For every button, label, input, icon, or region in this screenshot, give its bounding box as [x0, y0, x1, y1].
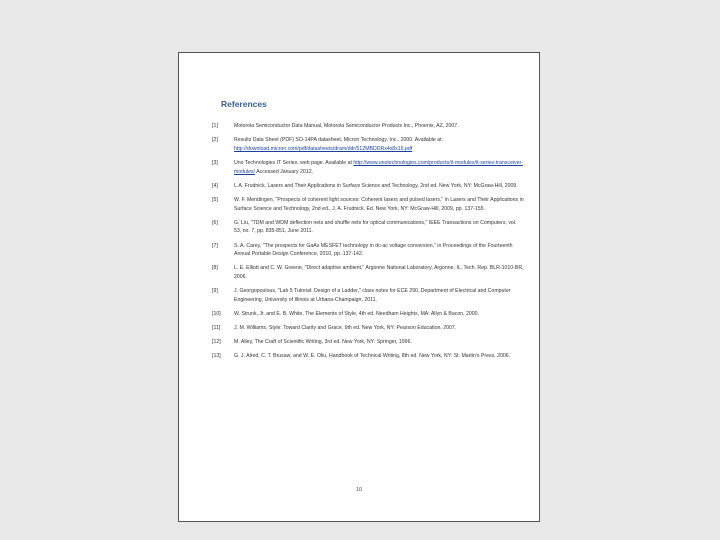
reference-number: [6] [212, 219, 218, 226]
reference-item [212, 264, 524, 281]
reference-item [212, 310, 524, 319]
reference-item [212, 287, 524, 304]
reference-item [212, 324, 524, 333]
reference-number: [3] [212, 159, 218, 166]
reference-text [234, 136, 524, 153]
document-page [178, 52, 540, 522]
reference-item [212, 122, 524, 131]
reference-link[interactable]: http://download.micron.com/pdf/datasheets/dram/ddr/512MBDDRx4x8x16.pdf [234, 145, 413, 152]
reference-item [212, 159, 524, 176]
reference-number: [11] [212, 325, 221, 332]
reference-item [212, 196, 524, 213]
reference-text: G. J. Alred, C. T. Brusaw, and W. E. Oliu, Handbook of Technical Writing, 8th ed. New York, NY: St. Martin's Press, 2006. [234, 353, 511, 360]
reference-text: L.A. Frudnick, Lasers and Their Applications in Surface Science and Technology, 2nd ed. New York, NY: McGraw-Hill, 2009. [234, 182, 518, 189]
reference-text-suffix: Accessed January 2012. [255, 168, 314, 175]
reference-number: [4] [212, 182, 218, 189]
reference-number: [2] [212, 137, 218, 144]
page-number: 10 [355, 487, 363, 493]
reference-text: J. Georgopoulous, "Lab 5 Tutorial: Design of a Ladder," class notes for ECE 290, Department of Electrical and Computer Engineering, University of Illinois at Urbana-Champaign, 2011. [234, 288, 511, 303]
reference-number: [5] [212, 196, 218, 203]
reference-item [212, 219, 524, 236]
reference-number: [12] [212, 339, 221, 346]
reference-text: L. E. Elliott and C. W. Greene, "Direct adaptive ambient," Argonne National Laboratory, Argonne, IL, Tech. Rep. BLR-1010-BR, 2006. [234, 265, 524, 280]
reference-text: W. Strunk, Jr. and E. B. White, The Elements of Style, 4th ed. Needham Heights, MA: Allyn & Bacon, 2000. [234, 310, 479, 317]
reference-text: G. Liu, "TDM and WDM deflection nets and shuffle nets for optical communications," IEEE Transactions on Computers, vol. 53, no. 7, pp. 835-851, June 2011. [234, 219, 517, 235]
reference-text-body: Uno Technologies IT Series, web page. Available at [234, 159, 354, 166]
reference-list [212, 122, 524, 367]
reference-number: [7] [212, 242, 218, 249]
reference-text: M. Alley, The Craft of Scientific Writing, 3rd ed. New York, NY: Springer, 1996. [234, 339, 412, 346]
reference-number: [1] [212, 123, 218, 129]
reference-text: Motorola Semiconductor Data Manual, Motorola Semiconductor Products Inc., Phoenix, AZ, 2007. [234, 123, 459, 129]
reference-number: [9] [212, 288, 218, 295]
reference-item [212, 352, 524, 361]
reference-number: [8] [212, 265, 218, 272]
reference-text-body: Results Data Sheet (PDF) SO-14PA datasheet, Micron Technology, Inc., 2000. Available at: [234, 137, 443, 144]
reference-text: S. A. Carey, "The prospects for GaAs MESFET technology in dc-ac voltage conversion," in Proceedings of the Fourteenth Annual Portable Design Conference, 2010, pp. 137-142. [234, 242, 513, 258]
reference-text [234, 159, 524, 176]
reference-item [212, 182, 524, 191]
reference-item [212, 338, 524, 347]
reference-text: J. M. Williams, Style: Toward Clarity and Grace, 9th ed. New York, NY: Pearson Education, 2007. [234, 325, 457, 332]
references-heading: References [221, 99, 267, 109]
reference-item [212, 242, 524, 259]
reference-link[interactable]: http://www.unotechnologies.com/products/it-modules/it-series-transceiver-modules/ [234, 159, 523, 175]
reference-number: [13] [212, 353, 221, 360]
reference-item [212, 136, 524, 153]
reference-number: [10] [212, 310, 221, 317]
reference-text: W. F. Mendingen, "Prospects of coherent light sources: Coherent lasers and pulsed lasers," in Lasers and Their Applications in Surface Science and Technology, 2nd ed., J. A. Frudnick, Ed. New York, NY: McGraw-Hill, 2009, pp. 137-155. [234, 196, 524, 212]
